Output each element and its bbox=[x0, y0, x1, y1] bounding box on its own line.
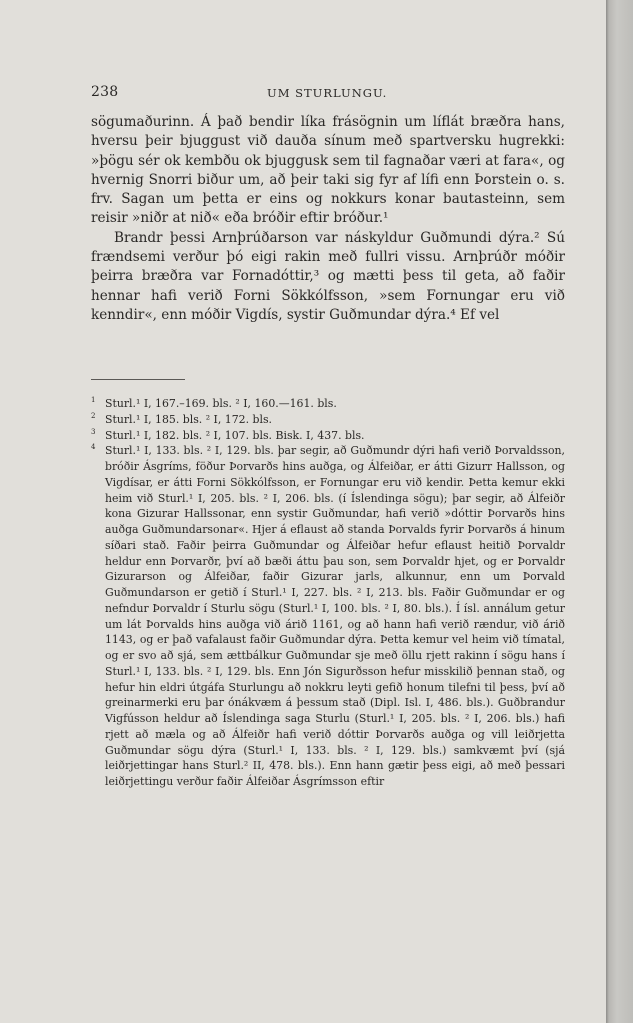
footnote-text: Sturl.¹ I, 133. bls. ² I, 129. bls. þar segir, að Guðmundr dýri hafi verið Þorvaldsson, bróðir Ásgríms, föður Þorvarðs hins auðga, og Álfeiðar, er átti Gizurr Hallsson, og Vigdísar, er átti Forni Sökkólfsson, er Fornungar eru við kendir. Þetta kemur ekki heim við Sturl.¹ I, 205. bls. ² I, 206. bls. (í Íslendinga sögu); þar segir, að Álfeiðr kona Gizurar Hallssonar, enn systir Guðmundar, hafi verið »dóttir Þorvarðs hins auðga Guðmundarsonar«. Hjer á eflaust að standa Þorvalds fyrir Þorvarðs á hinum síðari stað. Faðir þeirra Guðmundar og Álfeiðar hefur eflaust heitið Þorvaldr heldur enn Þorvarðr, því að bæði áttu þau son, sem Þorvaldr hjet, og er Þorvaldr Gizurarson og Álfeiðar, faðir Gizurar jarls, alkunnur, enn um Þorvald Guðmundarson er getið í Sturl.¹ I, 227. bls. ² I, 213. bls. Faðir Guðmundar er og nefndur Þorvaldr í Sturlu sögu (Sturl.¹ I, 100. bls. ² I, 80. bls.). Í ísl. annálum getur um lát Þorvalds hins auðga við árið 1161, og að hann hafi verið rændur, við árið 1143, og er það vafalaust faðir Guðmundar dýra. Þetta kemur vel heim við tímatal, og er svo að sjá, sem ættbálkur Guðmundar sje með öllu rjett rakinn í sögu hans í Sturl.¹ I, 133. bls. ² I, 129. bls. Enn Jón Sigurðsson hefur misskilið þennan stað, og hefur hin eldri útgáfa Sturlungu að nokkru leyti gefið honum tilefni til þess, því að greinarmerki eru þar ónákvæm á þessum stað (Dipl. Isl. I, 486. bls.). Guðbrandur Vigfússon heldur að Íslendinga saga Sturlu (Sturl.¹ I, 205. bls. ² I, 206. bls.) hafi rjett að mæla og að Álfeiðr hafi verið dóttir Þorvarðs auðga og vill leiðrjetta Guðmundar sögu dýra (Sturl.¹ I, 133. bls. ² I, 129. bls.) samkvæmt því (sjá leiðrjettingar hans Sturl.² II, 478. bls.). Enn hann gætir þess eigi, að með þessari leiðrjettingu verður faðir Álfeiðar Ásgrímsson eftir bbox=[105, 444, 565, 788]
paragraph-1: sögumaðurinn. Á það bendir líka frásögnin um líflát bræðra hans, hversu þeir bjuggust við dauða sínum með spartversku hugrekki: »þögu sér ok kembðu ok bjuggusk sem til fagnaðar væri at fara«, og hvernig Snorri biður um, að þeir taki sig fyr af lífi enn Þorstein o. s. frv. Sagan um þetta er eins og nokkurs konar bautasteinn, sem reisir »niðr at nið« eða bróðir eftir bróður.¹ bbox=[91, 114, 565, 227]
paragraph-2: Brandr þessi Arnþrúðarson var náskyldur Guðmundi dýra.² Sú frændsemi verður þó eigi rakin með fullri vissu. Arnþrúðr móðir þeirra bræðra var Fornadóttir,³ og mætti þess til geta, að faðir hennar hafi verið Forni Sökkólfsson, »sem Fornungar eru við kenndir«, enn móðir Vigdís, systir Guðmundar dýra.⁴ Ef vel bbox=[91, 229, 565, 323]
footnote-text: Sturl.¹ I, 182. bls. ² I, 107. bls. Bisk. I, 437. bls. bbox=[105, 428, 365, 442]
footnote-3 bbox=[91, 428, 565, 444]
page-header bbox=[91, 84, 550, 104]
book-spine-edge bbox=[606, 0, 633, 1023]
footnote-text: Sturl.¹ I, 167.–169. bls. ² I, 160.—161. bls. bbox=[105, 397, 337, 410]
main-text bbox=[91, 113, 565, 325]
footnote-mark: 1 bbox=[91, 396, 96, 404]
footnote-divider bbox=[91, 379, 185, 380]
footnote-mark: 2 bbox=[91, 411, 96, 420]
footnote-2 bbox=[91, 412, 565, 428]
footnotes bbox=[91, 396, 565, 790]
footnote-mark: 4 bbox=[91, 443, 96, 452]
footnote-4 bbox=[91, 443, 565, 790]
footnote-1 bbox=[91, 396, 565, 412]
page-number: 238 bbox=[91, 84, 119, 100]
footnote-mark: 3 bbox=[91, 427, 96, 436]
running-head: UM STURLUNGU. bbox=[267, 86, 388, 100]
footnote-text: Sturl.¹ I, 185. bls. ² I, 172. bls. bbox=[105, 412, 273, 426]
